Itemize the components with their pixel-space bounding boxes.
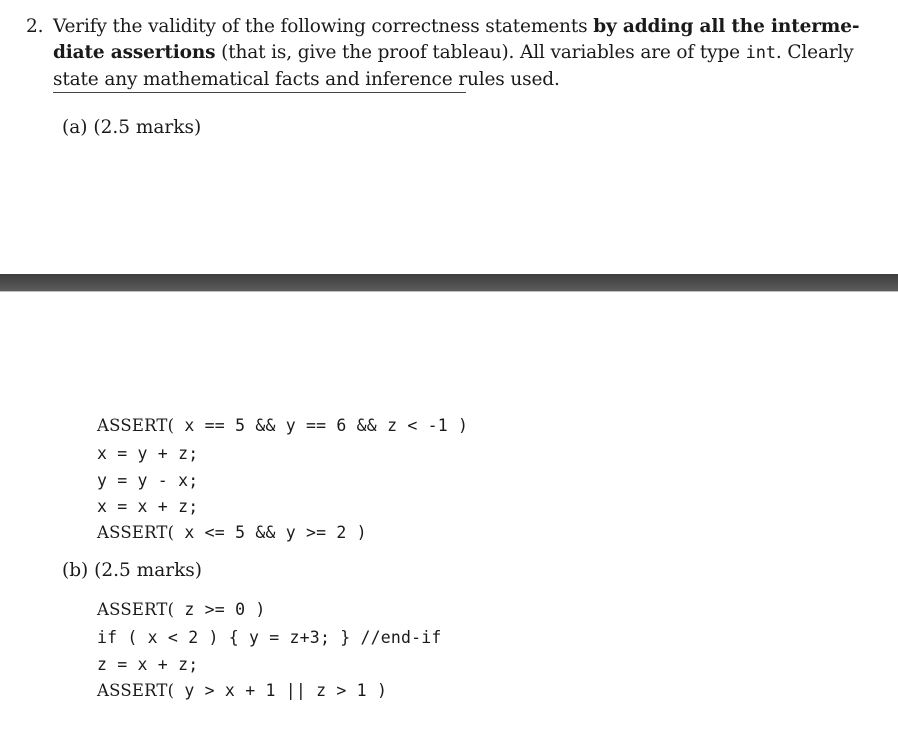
- question-number: 2.: [26, 16, 44, 37]
- assert-condition: z >= 0 ): [174, 600, 266, 619]
- assert-keyword: ASSERT(: [97, 523, 175, 542]
- question-type-code: int: [745, 43, 776, 63]
- assert-keyword: ASSERT(: [97, 681, 175, 700]
- question-line-2-text-a: (that is, give the proof tableau). All variables are of type: [215, 42, 746, 63]
- part-b-code-line-2: if ( x < 2 ) { y = z+3; } //end-if: [97, 628, 442, 647]
- page-divider-line: [0, 291, 898, 292]
- page-divider-band: [0, 274, 898, 291]
- assert-condition: y > x + 1 || z > 1 ): [174, 681, 388, 700]
- question-line-2-bold: diate assertions: [53, 42, 216, 63]
- underline-mark: [53, 92, 466, 93]
- assert-keyword: ASSERT(: [97, 416, 175, 435]
- question-line-3-underlined: state any mathematical facts and inference rules: [53, 69, 505, 90]
- question-line-2: [53, 42, 854, 63]
- part-b-code-line-3: z = x + z;: [97, 655, 199, 674]
- part-b-code-line-1: [97, 600, 265, 619]
- part-a-code-line-2: x = y + z;: [97, 444, 199, 463]
- part-b-label: (b) (2.5 marks): [62, 560, 203, 581]
- part-a-code-line-5: [97, 523, 367, 542]
- part-a-code-line-4: x = x + z;: [97, 497, 199, 516]
- question-line-1-text: Verify the validity of the following correctness statements: [53, 16, 594, 37]
- part-a-code-line-1: [97, 416, 468, 435]
- part-b-code-line-4: [97, 681, 387, 700]
- part-a-code-line-3: y = y - x;: [97, 471, 199, 490]
- assert-condition: x <= 5 && y >= 2 ): [174, 523, 367, 542]
- question-line-3: [53, 69, 560, 90]
- question-line-2-text-b: . Clearly: [775, 42, 854, 63]
- part-a-label: (a) (2.5 marks): [62, 117, 202, 138]
- assert-condition: x == 5 && y == 6 && z < -1 ): [174, 416, 469, 435]
- question-line-3-tail: used.: [504, 69, 560, 90]
- question-line-1-bold: by adding all the interme-: [593, 16, 860, 37]
- question-line-1: [53, 16, 859, 37]
- assert-keyword: ASSERT(: [97, 600, 175, 619]
